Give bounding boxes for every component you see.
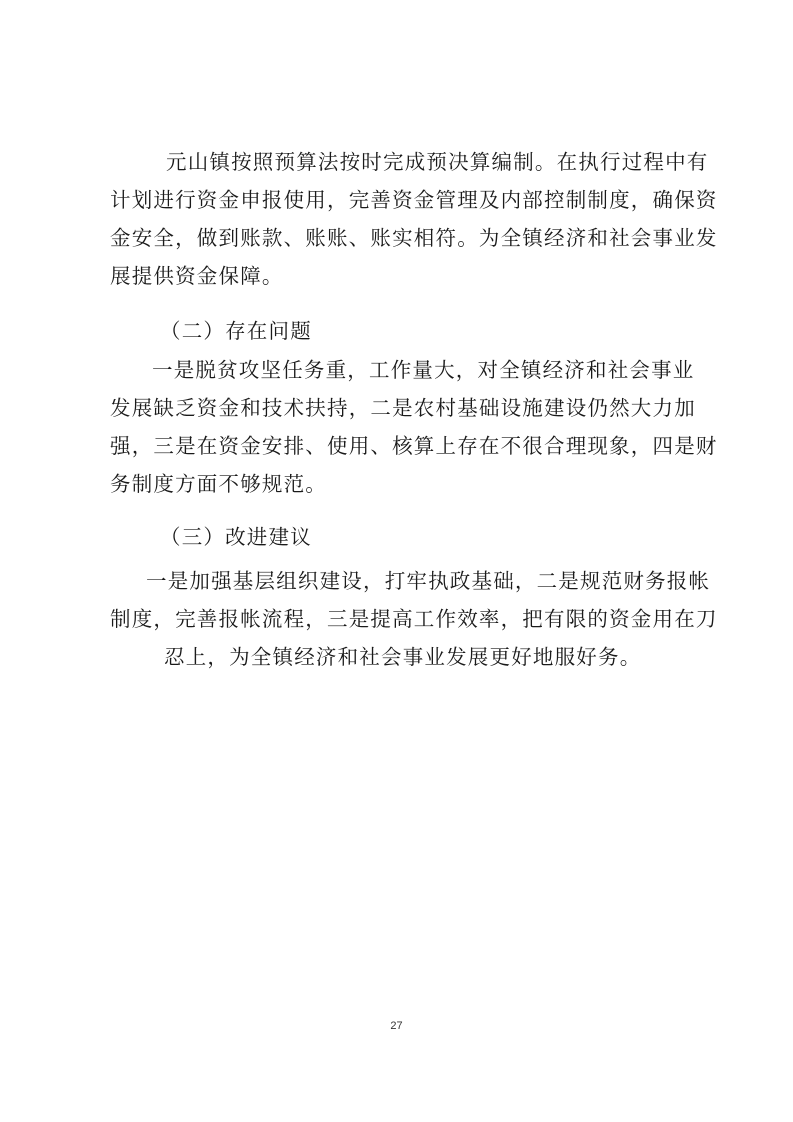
text-line: 制度，完善报帐流程，三是提高工作效率，把有限的资金用在刀 <box>110 607 718 631</box>
section-heading-suggestions: （三）改进建议 <box>160 525 312 549</box>
paragraph-suggestions <box>110 562 718 676</box>
page-number: 27 <box>390 1020 403 1032</box>
text-line: 一是脱贫攻坚任务重，工作量大，对全镇经济和社会事业 <box>152 358 695 382</box>
text-line: 金安全，做到账款、账账、账实相符。为全镇经济和社会事业发 <box>110 226 718 250</box>
text-line: 强，三是在资金安排、使用、核算上存在不很合理现象，四是财 <box>110 434 718 458</box>
text-line: 忍上，为全镇经济和社会事业发展更好地服好务。 <box>164 645 642 669</box>
section-heading-problems: （二）存在问题 <box>160 319 312 343</box>
text-line: 发展缺乏资金和技术扶持，二是农村基础设施建设仍然大力加 <box>110 396 696 420</box>
paragraph-problems <box>110 351 718 503</box>
text-line: 务制度方面不够规范。 <box>110 472 327 496</box>
text-line: 一是加强基层组织建设，打牢执政基础，二是规范财务报帐 <box>146 569 711 593</box>
text-line: 元山镇按照预算法按时完成预决算编制。在执行过程中有 <box>166 150 709 174</box>
text-line: 展提供资金保障。 <box>110 264 284 288</box>
text-line: 计划进行资金申报使用，完善资金管理及内部控制制度，确保资 <box>110 188 718 212</box>
paragraph-budget-execution <box>110 143 718 295</box>
